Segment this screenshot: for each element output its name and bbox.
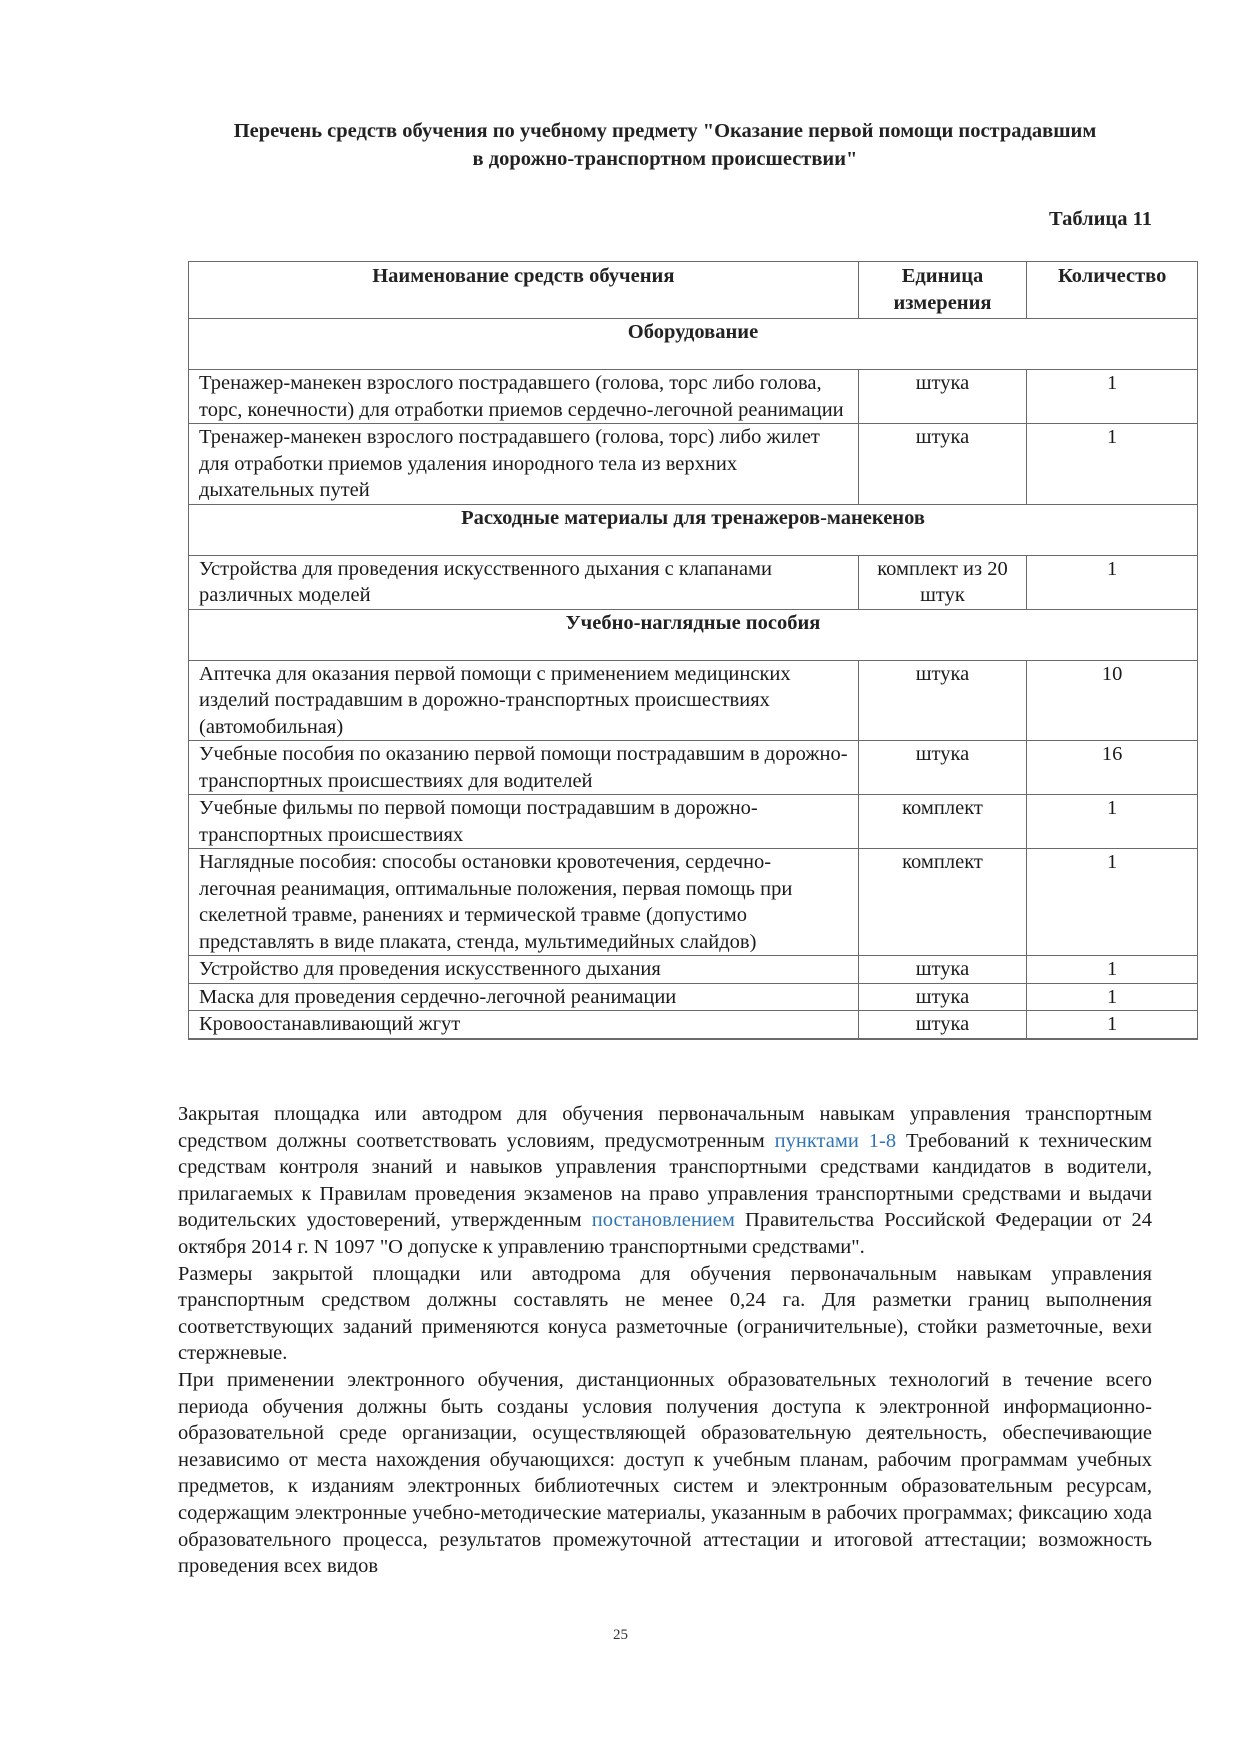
item-quantity: 1 xyxy=(1027,795,1198,849)
title-line-2: в дорожно-транспортном происшествии" xyxy=(472,148,858,170)
table-row xyxy=(189,424,1198,505)
item-unit: комплект из 20 штук xyxy=(858,555,1027,609)
paragraph-text: Закрытая площадка или автодром для обучения первоначальным навыкам управления транспортным средством должны соответствовать условиям, предусмотренным xyxy=(178,1103,1152,1152)
section-row xyxy=(189,504,1198,555)
header-name: Наименование средств обучения xyxy=(189,262,859,319)
item-unit: штука xyxy=(858,1011,1027,1039)
link-points-1-8[interactable]: пунктами 1-8 xyxy=(774,1129,897,1152)
item-unit: штука xyxy=(858,370,1027,424)
item-name: Аптечка для оказания первой помощи с применением медицинских изделий пострадавшим в дорожно-транспортных происшествиях (автомобильная) xyxy=(189,660,859,741)
item-name: Кровоостанавливающий жгут xyxy=(189,1011,859,1039)
body-text xyxy=(178,1101,1152,1580)
item-unit: комплект xyxy=(858,849,1027,956)
item-quantity: 1 xyxy=(1027,849,1198,956)
item-name xyxy=(189,1038,859,1039)
item-unit: штука xyxy=(858,983,1027,1011)
page-number: 25 xyxy=(613,1627,628,1643)
item-unit: штука xyxy=(858,424,1027,505)
item-quantity xyxy=(1027,1038,1198,1039)
training-equipment-table xyxy=(188,261,1198,1040)
item-quantity: 1 xyxy=(1027,370,1198,424)
section-title-visual-aids: Учебно-наглядные пособия xyxy=(189,609,1198,660)
table-row xyxy=(189,1038,1198,1039)
table-header-row xyxy=(189,262,1198,319)
item-name: Устройства для проведения искусственного дыхания с клапанами различных моделей xyxy=(189,555,859,609)
table-row xyxy=(189,956,1198,984)
section-title-consumables: Расходные материалы для тренажеров-манекенов xyxy=(189,504,1198,555)
item-name: Наглядные пособия: способы остановки кровотечения, сердечно-легочная реанимация, оптимальные положения, первая помощь при скелетной травме, ранениях и термической травме (допустимо представлять в виде плаката, стенда, мультимедийных слайдов) xyxy=(189,849,859,956)
table-row xyxy=(189,1011,1198,1039)
item-quantity: 1 xyxy=(1027,983,1198,1011)
link-resolution[interactable]: постановлением xyxy=(591,1209,735,1232)
item-name: Тренажер-манекен взрослого пострадавшего (голова, торс) либо жилет для отработки приемов удаления инородного тела из верхних дыхательных путей xyxy=(189,424,859,505)
item-unit: штука xyxy=(858,660,1027,741)
paragraph-training-ground xyxy=(178,1101,1152,1261)
table-row xyxy=(189,795,1198,849)
item-quantity: 10 xyxy=(1027,660,1198,741)
item-unit: комплект xyxy=(858,795,1027,849)
item-unit xyxy=(858,1038,1027,1039)
title-line-1: Перечень средств обучения по учебному предмету "Оказание первой помощи пострадавшим xyxy=(233,120,1097,142)
header-quantity: Количество xyxy=(1027,262,1198,319)
item-name: Учебные фильмы по первой помощи пострадавшим в дорожно-транспортных происшествиях xyxy=(189,795,859,849)
header-unit: Единица измерения xyxy=(858,262,1027,319)
item-name: Устройство для проведения искусственного дыхания xyxy=(189,956,859,984)
item-quantity: 1 xyxy=(1027,1011,1198,1039)
paragraph-ground-size: Размеры закрытой площадки или автодрома для обучения первоначальным навыкам управления транспортным средством должны составлять не менее 0,24 га. Для разметки границ выполнения соответствующих заданий применяются конуса разметочные (ограничительные), стойки разметочные, вехи стержневые. xyxy=(178,1262,1152,1365)
table-row xyxy=(189,849,1198,956)
item-name: Учебные пособия по оказанию первой помощи пострадавшим в дорожно-транспортных происшествиях для водителей xyxy=(189,741,859,795)
item-quantity: 1 xyxy=(1027,424,1198,505)
section-title-equipment: Оборудование xyxy=(189,319,1198,370)
paragraph-text: Требований к техническим средствам контроля знаний и навыков управления транспортными средствами кандидатов в водители, прилагаемых к Правилам проведения экзаменов на право управления транспортными средствами и выдачи водительских удостоверений, утвержденным xyxy=(178,1129,1152,1232)
paragraph-text: Правительства Российской Федерации от 24 октября 2014 г. N 1097 "О допуске к управлению транспортными средствами". xyxy=(178,1209,1152,1258)
item-quantity: 1 xyxy=(1027,956,1198,984)
table-row xyxy=(189,370,1198,424)
paragraph-e-learning: При применении электронного обучения, дистанционных образовательных технологий в течение всего периода обучения должны быть созданы условия получения доступа к электронной информационно-образовательной среде организации, осуществляющей образовательную деятельность, обеспечивающие независимо от места нахождения обучающихся: доступ к учебным планам, рабочим программам учебных предметов, к изданиям электронных библиотечных систем и электронным образовательным ресурсам, содержащим электронные учебно-методические материалы, указанным в рабочих программах; фиксацию хода образовательного процесса, результатов промежуточной аттестации и итоговой аттестации; возможность проведения всех видов xyxy=(178,1368,1152,1578)
section-row xyxy=(189,319,1198,370)
document-title xyxy=(170,117,1160,173)
table-row xyxy=(189,741,1198,795)
item-unit: штука xyxy=(858,956,1027,984)
item-quantity: 1 xyxy=(1027,555,1198,609)
item-name: Маска для проведения сердечно-легочной реанимации xyxy=(189,983,859,1011)
table-row xyxy=(189,660,1198,741)
table-label: Таблица 11 xyxy=(1048,208,1152,230)
table-row xyxy=(189,555,1198,609)
item-quantity: 16 xyxy=(1027,741,1198,795)
item-unit: штука xyxy=(858,741,1027,795)
item-name: Тренажер-манекен взрослого пострадавшего (голова, торс либо голова, торс, конечности) для отработки приемов сердечно-легочной реанимации xyxy=(189,370,859,424)
table-row xyxy=(189,983,1198,1011)
section-row xyxy=(189,609,1198,660)
